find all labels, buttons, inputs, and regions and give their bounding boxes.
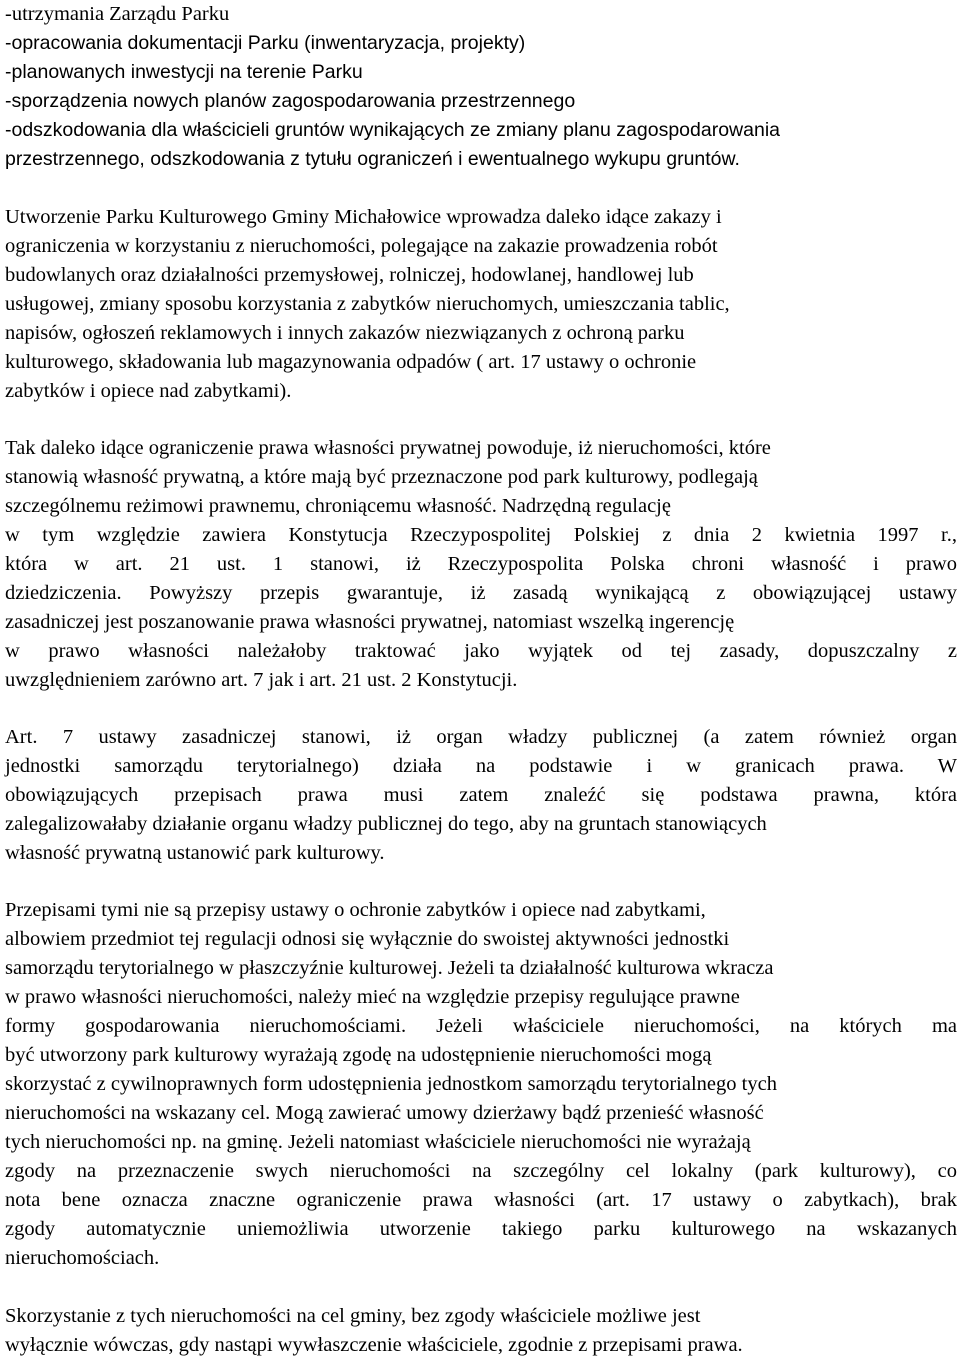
- paragraph-line: nota bene oznacza znaczne ograniczenie prawa własności (art. 17 ustawy o zabytkach), brak: [5, 1189, 957, 1211]
- list-item: -utrzymania Zarządu Parku: [5, 3, 230, 25]
- paragraph-line: Skorzystanie z tych nieruchomości na cel gminy, bez zgody właściciele możliwe jest: [5, 1305, 701, 1327]
- paragraph-line: własność prywatną ustanowić park kulturowy.: [5, 842, 385, 864]
- paragraph-line: formy gospodarowania nieruchomościami. Jeżeli właściciele nieruchomości, na których ma: [5, 1015, 957, 1037]
- paragraph-line: stanowią własność prywatną, a które mają być przeznaczone pod park kulturowy, podlegają: [5, 466, 758, 488]
- paragraph-line: zabytków i opiece nad zabytkami).: [5, 380, 292, 402]
- paragraph-line: Utworzenie Parku Kulturowego Gminy Michałowice wprowadza daleko idące zakazy i: [5, 206, 722, 228]
- paragraph-line: w prawo własności nieruchomości, należy mieć na względzie przepisy regulujące prawne: [5, 986, 740, 1008]
- paragraph-park-restrictions: [5, 203, 957, 406]
- paragraph-line: budowlanych oraz działalności przemysłowej, rolniczej, hodowlanej, handlowej lub: [5, 264, 694, 286]
- paragraph-line: Przepisami tymi nie są przepisy ustawy o ochronie zabytków i opiece nad zabytkami,: [5, 899, 706, 921]
- paragraph-property-rights: [5, 434, 957, 695]
- paragraph-line: skorzystać z cywilnoprawnych form udostępnienia jednostkom samorządu terytorialnego tych: [5, 1073, 777, 1095]
- paragraph-line: jednostki samorządu terytorialnego) działa na podstawie i w granicach prawa. W: [5, 755, 957, 777]
- document-page: [5, 0, 957, 1360]
- paragraph-line: kulturowego, składowania lub magazynowania odpadów ( art. 17 ustawy o ochronie: [5, 351, 697, 373]
- paragraph-line: usługowej, zmiany sposobu korzystania z zabytków nieruchomych, umieszczania tablic,: [5, 293, 730, 315]
- paragraph-line: w prawo własności należałoby traktować jako wyjątek od tej zasady, dopuszczalny z: [5, 640, 957, 662]
- paragraph-line: obowiązujących przepisach prawa musi zatem znaleźć się podstawa prawna, która: [5, 784, 957, 806]
- paragraph-line: szczególnemu reżimowi prawnemu, chroniącemu własność. Nadrzędną regulację: [5, 495, 671, 517]
- paragraph-art-7: [5, 723, 957, 868]
- paragraph-line: samorządu terytorialnego w płaszczyźnie kulturowej. Jeżeli ta działalność kulturowa wkracza: [5, 957, 774, 979]
- list-item: -planowanych inwestycji na terenie Parku: [5, 61, 363, 83]
- paragraph-line: zalegalizowałaby działanie organu władzy publicznej do tego, aby na gruntach stanowiących: [5, 813, 767, 835]
- list-item: -odszkodowania dla właścicieli gruntów wynikających ze zmiany planu zagospodarowania: [5, 119, 780, 141]
- list-item: przestrzennego, odszkodowania z tytułu ograniczeń i ewentualnego wykupu gruntów.: [5, 148, 740, 170]
- paragraph-line: zgody na przeznaczenie swych nieruchomości na szczególny cel lokalny (park kulturowy), co: [5, 1160, 957, 1182]
- paragraph-expropriation: [5, 1302, 957, 1360]
- paragraph-line: dziedziczenia. Powyższy przepis gwarantuje, iż zasadą wynikającą z obowiązującej ustawy: [5, 582, 957, 604]
- paragraph-line: tych nieruchomości np. na gminę. Jeżeli natomiast właściciele nieruchomości nie wyrażają: [5, 1131, 751, 1153]
- paragraph-line: napisów, ogłoszeń reklamowych i innych zakazów niezwiązanych z ochroną parku: [5, 322, 685, 344]
- paragraph-line: która w art. 21 ust. 1 stanowi, iż Rzeczypospolita Polska chroni własność i prawo: [5, 553, 957, 575]
- paragraph-line: Tak daleko idące ograniczenie prawa własności prywatnej powoduje, iż nieruchomości, które: [5, 437, 771, 459]
- list-item: -opracowania dokumentacji Parku (inwentaryzacja, projekty): [5, 32, 526, 54]
- paragraph-line: ograniczenia w korzystaniu z nieruchomości, polegające na zakazie prowadzenia robót: [5, 235, 718, 257]
- paragraph-line: albowiem przedmiot tej regulacji odnosi się wyłącznie do swoistej aktywności jednostki: [5, 928, 730, 950]
- paragraph-regulations: [5, 896, 957, 1273]
- paragraph-line: wyłącznie wówczas, gdy nastąpi wywłaszczenie właściciele, zgodnie z przepisami prawa.: [5, 1334, 743, 1356]
- paragraph-line: nieruchomościach.: [5, 1247, 160, 1269]
- paragraph-line: uwzględnieniem zarówno art. 7 jak i art. 21 ust. 2 Konstytucji.: [5, 669, 518, 691]
- paragraph-line: w tym względzie zawiera Konstytucja Rzeczypospolitej Polskiej z dnia 2 kwietnia 1997 r.,: [5, 524, 957, 546]
- paragraph-line: zgody automatycznie uniemożliwia utworzenie takiego parku kulturowego na wskazanych: [5, 1218, 957, 1240]
- cost-list: [5, 0, 957, 174]
- paragraph-line: być utworzony park kulturowy wyrażają zgodę na udostępnienie nieruchomości mogą: [5, 1044, 712, 1066]
- paragraph-line: zasadniczej jest poszanowanie prawa własności prywatnej, natomiast wszelką ingerencję: [5, 611, 735, 633]
- list-item: -sporządzenia nowych planów zagospodarowania przestrzennego: [5, 90, 576, 112]
- paragraph-line: Art. 7 ustawy zasadniczej stanowi, iż organ władzy publicznej (a zatem również organ: [5, 726, 957, 748]
- paragraph-line: nieruchomości na wskazany cel. Mogą zawierać umowy dzierżawy bądź przenieść własność: [5, 1102, 764, 1124]
